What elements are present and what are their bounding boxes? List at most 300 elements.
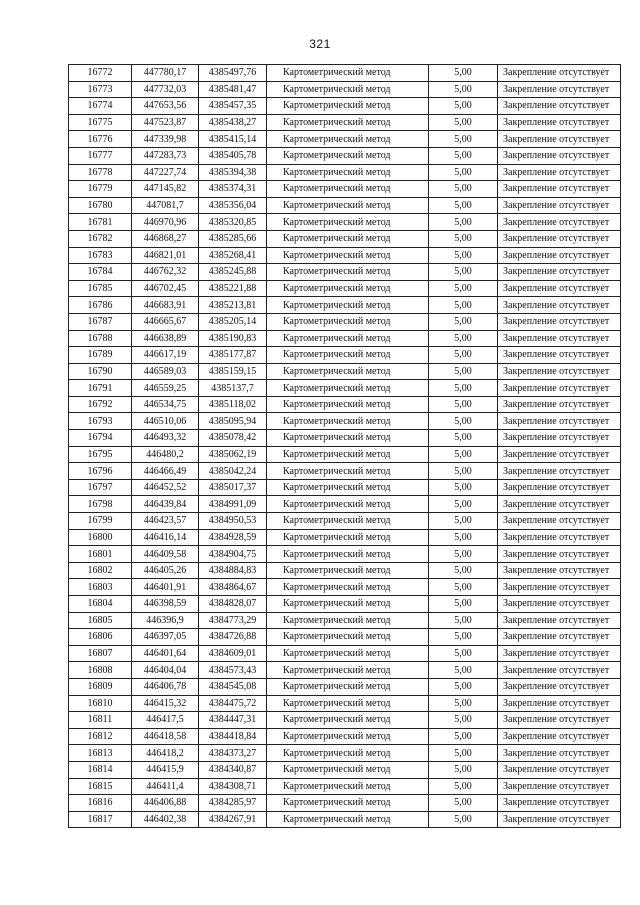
method-cell: Картометрический метод xyxy=(267,529,429,546)
fixing-description-cell: Закрепление отсутствует xyxy=(498,380,621,397)
point-number-cell: 16790 xyxy=(69,363,132,380)
table-row xyxy=(69,562,621,579)
point-number-cell: 16816 xyxy=(69,795,132,812)
method-cell: Картометрический метод xyxy=(267,712,429,729)
fixing-description-cell: Закрепление отсутствует xyxy=(498,745,621,762)
table-row xyxy=(69,114,621,131)
method-cell: Картометрический метод xyxy=(267,396,429,413)
x-coordinate-cell: 446439,84 xyxy=(132,496,199,513)
accuracy-cell: 5,00 xyxy=(429,363,498,380)
point-number-cell: 16810 xyxy=(69,695,132,712)
point-number-cell: 16785 xyxy=(69,280,132,297)
y-coordinate-cell: 4384373,27 xyxy=(199,745,267,762)
accuracy-cell: 5,00 xyxy=(429,745,498,762)
y-coordinate-cell: 4384726,88 xyxy=(199,629,267,646)
method-cell: Картометрический метод xyxy=(267,247,429,264)
table-row xyxy=(69,197,621,214)
table-row xyxy=(69,396,621,413)
point-number-cell: 16789 xyxy=(69,347,132,364)
accuracy-cell: 5,00 xyxy=(429,264,498,281)
y-coordinate-cell: 4385205,14 xyxy=(199,313,267,330)
accuracy-cell: 5,00 xyxy=(429,214,498,231)
fixing-description-cell: Закрепление отсутствует xyxy=(498,761,621,778)
method-cell: Картометрический метод xyxy=(267,430,429,447)
point-number-cell: 16778 xyxy=(69,164,132,181)
accuracy-cell: 5,00 xyxy=(429,513,498,530)
table-row xyxy=(69,728,621,745)
fixing-description-cell: Закрепление отсутствует xyxy=(498,546,621,563)
x-coordinate-cell: 446466,49 xyxy=(132,463,199,480)
accuracy-cell: 5,00 xyxy=(429,114,498,131)
accuracy-cell: 5,00 xyxy=(429,579,498,596)
table-row xyxy=(69,678,621,695)
y-coordinate-cell: 4385177,87 xyxy=(199,347,267,364)
fixing-description-cell: Закрепление отсутствует xyxy=(498,147,621,164)
fixing-description-cell: Закрепление отсутствует xyxy=(498,479,621,496)
y-coordinate-cell: 4385356,04 xyxy=(199,197,267,214)
y-coordinate-cell: 4384991,09 xyxy=(199,496,267,513)
fixing-description-cell: Закрепление отсутствует xyxy=(498,662,621,679)
fixing-description-cell: Закрепление отсутствует xyxy=(498,629,621,646)
method-cell: Картометрический метод xyxy=(267,280,429,297)
point-number-cell: 16809 xyxy=(69,678,132,695)
fixing-description-cell: Закрепление отсутствует xyxy=(498,795,621,812)
y-coordinate-cell: 4384267,91 xyxy=(199,811,267,828)
point-number-cell: 16797 xyxy=(69,479,132,496)
method-cell: Картометрический метод xyxy=(267,778,429,795)
method-cell: Картометрический метод xyxy=(267,446,429,463)
point-number-cell: 16800 xyxy=(69,529,132,546)
accuracy-cell: 5,00 xyxy=(429,347,498,364)
table-row xyxy=(69,313,621,330)
fixing-description-cell: Закрепление отсутствует xyxy=(498,230,621,247)
method-cell: Картометрический метод xyxy=(267,695,429,712)
y-coordinate-cell: 4384545,08 xyxy=(199,678,267,695)
point-number-cell: 16798 xyxy=(69,496,132,513)
point-number-cell: 16782 xyxy=(69,230,132,247)
fixing-description-cell: Закрепление отсутствует xyxy=(498,313,621,330)
table-row xyxy=(69,264,621,281)
accuracy-cell: 5,00 xyxy=(429,629,498,646)
accuracy-cell: 5,00 xyxy=(429,330,498,347)
y-coordinate-cell: 4384308,71 xyxy=(199,778,267,795)
accuracy-cell: 5,00 xyxy=(429,280,498,297)
x-coordinate-cell: 446396,9 xyxy=(132,612,199,629)
fixing-description-cell: Закрепление отсутствует xyxy=(498,695,621,712)
y-coordinate-cell: 4385159,15 xyxy=(199,363,267,380)
point-number-cell: 16795 xyxy=(69,446,132,463)
accuracy-cell: 5,00 xyxy=(429,695,498,712)
point-number-cell: 16779 xyxy=(69,181,132,198)
point-number-cell: 16774 xyxy=(69,98,132,115)
y-coordinate-cell: 4385078,42 xyxy=(199,430,267,447)
x-coordinate-cell: 446418,2 xyxy=(132,745,199,762)
x-coordinate-cell: 446970,96 xyxy=(132,214,199,231)
method-cell: Картометрический метод xyxy=(267,114,429,131)
fixing-description-cell: Закрепление отсутствует xyxy=(498,413,621,430)
table-row xyxy=(69,745,621,762)
table-row xyxy=(69,247,621,264)
x-coordinate-cell: 446402,38 xyxy=(132,811,199,828)
table-row xyxy=(69,579,621,596)
accuracy-cell: 5,00 xyxy=(429,496,498,513)
table-row xyxy=(69,413,621,430)
x-coordinate-cell: 446868,27 xyxy=(132,230,199,247)
accuracy-cell: 5,00 xyxy=(429,147,498,164)
y-coordinate-cell: 4385062,19 xyxy=(199,446,267,463)
x-coordinate-cell: 446493,32 xyxy=(132,430,199,447)
table-row xyxy=(69,230,621,247)
table-row xyxy=(69,645,621,662)
point-number-cell: 16792 xyxy=(69,396,132,413)
x-coordinate-cell: 447523,87 xyxy=(132,114,199,131)
accuracy-cell: 5,00 xyxy=(429,463,498,480)
point-number-cell: 16801 xyxy=(69,546,132,563)
y-coordinate-cell: 4384884,83 xyxy=(199,562,267,579)
accuracy-cell: 5,00 xyxy=(429,446,498,463)
fixing-description-cell: Закрепление отсутствует xyxy=(498,164,621,181)
point-number-cell: 16812 xyxy=(69,728,132,745)
point-number-cell: 16815 xyxy=(69,778,132,795)
table-row xyxy=(69,529,621,546)
accuracy-cell: 5,00 xyxy=(429,131,498,148)
method-cell: Картометрический метод xyxy=(267,662,429,679)
table-row xyxy=(69,280,621,297)
point-number-cell: 16806 xyxy=(69,629,132,646)
fixing-description-cell: Закрепление отсутствует xyxy=(498,728,621,745)
table-row xyxy=(69,596,621,613)
method-cell: Картометрический метод xyxy=(267,795,429,812)
table-row xyxy=(69,446,621,463)
accuracy-cell: 5,00 xyxy=(429,297,498,314)
accuracy-cell: 5,00 xyxy=(429,662,498,679)
table-row xyxy=(69,147,621,164)
accuracy-cell: 5,00 xyxy=(429,795,498,812)
point-number-cell: 16787 xyxy=(69,313,132,330)
fixing-description-cell: Закрепление отсутствует xyxy=(498,297,621,314)
y-coordinate-cell: 4385438,27 xyxy=(199,114,267,131)
table-row xyxy=(69,662,621,679)
y-coordinate-cell: 4385137,7 xyxy=(199,380,267,397)
point-number-cell: 16802 xyxy=(69,562,132,579)
accuracy-cell: 5,00 xyxy=(429,313,498,330)
x-coordinate-cell: 446406,78 xyxy=(132,678,199,695)
point-number-cell: 16791 xyxy=(69,380,132,397)
method-cell: Картометрический метод xyxy=(267,513,429,530)
fixing-description-cell: Закрепление отсутствует xyxy=(498,347,621,364)
point-number-cell: 16786 xyxy=(69,297,132,314)
x-coordinate-cell: 446702,45 xyxy=(132,280,199,297)
method-cell: Картометрический метод xyxy=(267,596,429,613)
accuracy-cell: 5,00 xyxy=(429,430,498,447)
table-row xyxy=(69,363,621,380)
y-coordinate-cell: 4384773,29 xyxy=(199,612,267,629)
x-coordinate-cell: 446762,32 xyxy=(132,264,199,281)
point-number-cell: 16775 xyxy=(69,114,132,131)
y-coordinate-cell: 4385320,85 xyxy=(199,214,267,231)
point-number-cell: 16803 xyxy=(69,579,132,596)
point-number-cell: 16784 xyxy=(69,264,132,281)
accuracy-cell: 5,00 xyxy=(429,479,498,496)
x-coordinate-cell: 446416,14 xyxy=(132,529,199,546)
method-cell: Картометрический метод xyxy=(267,164,429,181)
table-row xyxy=(69,795,621,812)
fixing-description-cell: Закрепление отсутствует xyxy=(498,678,621,695)
accuracy-cell: 5,00 xyxy=(429,197,498,214)
page-number: 321 xyxy=(309,37,331,51)
method-cell: Картометрический метод xyxy=(267,214,429,231)
x-coordinate-cell: 446415,9 xyxy=(132,761,199,778)
y-coordinate-cell: 4385374,31 xyxy=(199,181,267,198)
point-number-cell: 16796 xyxy=(69,463,132,480)
accuracy-cell: 5,00 xyxy=(429,230,498,247)
point-number-cell: 16777 xyxy=(69,147,132,164)
method-cell: Картометрический метод xyxy=(267,562,429,579)
point-number-cell: 16808 xyxy=(69,662,132,679)
fixing-description-cell: Закрепление отсутствует xyxy=(498,330,621,347)
y-coordinate-cell: 4384573,43 xyxy=(199,662,267,679)
accuracy-cell: 5,00 xyxy=(429,546,498,563)
method-cell: Картометрический метод xyxy=(267,264,429,281)
point-number-cell: 16813 xyxy=(69,745,132,762)
accuracy-cell: 5,00 xyxy=(429,529,498,546)
x-coordinate-cell: 446452,52 xyxy=(132,479,199,496)
y-coordinate-cell: 4384828,07 xyxy=(199,596,267,613)
accuracy-cell: 5,00 xyxy=(429,761,498,778)
method-cell: Картометрический метод xyxy=(267,612,429,629)
method-cell: Картометрический метод xyxy=(267,761,429,778)
fixing-description-cell: Закрепление отсутствует xyxy=(498,197,621,214)
x-coordinate-cell: 447780,17 xyxy=(132,65,199,82)
accuracy-cell: 5,00 xyxy=(429,728,498,745)
table-row xyxy=(69,181,621,198)
table-row xyxy=(69,695,621,712)
fixing-description-cell: Закрепление отсутствует xyxy=(498,181,621,198)
method-cell: Картометрический метод xyxy=(267,546,429,563)
method-cell: Картометрический метод xyxy=(267,230,429,247)
point-number-cell: 16817 xyxy=(69,811,132,828)
x-coordinate-cell: 446397,05 xyxy=(132,629,199,646)
fixing-description-cell: Закрепление отсутствует xyxy=(498,612,621,629)
point-number-cell: 16799 xyxy=(69,513,132,530)
table-row xyxy=(69,164,621,181)
y-coordinate-cell: 4384285,97 xyxy=(199,795,267,812)
method-cell: Картометрический метод xyxy=(267,811,429,828)
y-coordinate-cell: 4384928,59 xyxy=(199,529,267,546)
y-coordinate-cell: 4385268,41 xyxy=(199,247,267,264)
point-number-cell: 16805 xyxy=(69,612,132,629)
y-coordinate-cell: 4385405,78 xyxy=(199,147,267,164)
x-coordinate-cell: 446510,06 xyxy=(132,413,199,430)
table-row xyxy=(69,761,621,778)
method-cell: Картометрический метод xyxy=(267,496,429,513)
x-coordinate-cell: 446665,67 xyxy=(132,313,199,330)
fixing-description-cell: Закрепление отсутствует xyxy=(498,247,621,264)
x-coordinate-cell: 446617,19 xyxy=(132,347,199,364)
point-number-cell: 16788 xyxy=(69,330,132,347)
method-cell: Картометрический метод xyxy=(267,629,429,646)
x-coordinate-cell: 447145,82 xyxy=(132,181,199,198)
fixing-description-cell: Закрепление отсутствует xyxy=(498,131,621,148)
table-row xyxy=(69,297,621,314)
table-row xyxy=(69,463,621,480)
method-cell: Картометрический метод xyxy=(267,98,429,115)
fixing-description-cell: Закрепление отсутствует xyxy=(498,446,621,463)
y-coordinate-cell: 4385457,35 xyxy=(199,98,267,115)
x-coordinate-cell: 446398,59 xyxy=(132,596,199,613)
point-number-cell: 16807 xyxy=(69,645,132,662)
table-row xyxy=(69,98,621,115)
method-cell: Картометрический метод xyxy=(267,197,429,214)
method-cell: Картометрический метод xyxy=(267,147,429,164)
table-row xyxy=(69,612,621,629)
fixing-description-cell: Закрепление отсутствует xyxy=(498,264,621,281)
x-coordinate-cell: 446411,4 xyxy=(132,778,199,795)
point-number-cell: 16814 xyxy=(69,761,132,778)
point-number-cell: 16804 xyxy=(69,596,132,613)
fixing-description-cell: Закрепление отсутствует xyxy=(498,396,621,413)
accuracy-cell: 5,00 xyxy=(429,612,498,629)
fixing-description-cell: Закрепление отсутствует xyxy=(498,596,621,613)
method-cell: Картометрический метод xyxy=(267,330,429,347)
accuracy-cell: 5,00 xyxy=(429,164,498,181)
method-cell: Картометрический метод xyxy=(267,579,429,596)
method-cell: Картометрический метод xyxy=(267,678,429,695)
y-coordinate-cell: 4385017,37 xyxy=(199,479,267,496)
accuracy-cell: 5,00 xyxy=(429,778,498,795)
y-coordinate-cell: 4385042,24 xyxy=(199,463,267,480)
x-coordinate-cell: 446401,91 xyxy=(132,579,199,596)
accuracy-cell: 5,00 xyxy=(429,380,498,397)
accuracy-cell: 5,00 xyxy=(429,247,498,264)
method-cell: Картометрический метод xyxy=(267,479,429,496)
x-coordinate-cell: 446406,88 xyxy=(132,795,199,812)
point-number-cell: 16794 xyxy=(69,430,132,447)
fixing-description-cell: Закрепление отсутствует xyxy=(498,811,621,828)
point-number-cell: 16781 xyxy=(69,214,132,231)
x-coordinate-cell: 446405,26 xyxy=(132,562,199,579)
method-cell: Картометрический метод xyxy=(267,313,429,330)
x-coordinate-cell: 447339,98 xyxy=(132,131,199,148)
coordinates-table-body xyxy=(69,65,621,828)
x-coordinate-cell: 446638,89 xyxy=(132,330,199,347)
x-coordinate-cell: 446417,5 xyxy=(132,712,199,729)
fixing-description-cell: Закрепление отсутствует xyxy=(498,562,621,579)
y-coordinate-cell: 4385118,02 xyxy=(199,396,267,413)
fixing-description-cell: Закрепление отсутствует xyxy=(498,529,621,546)
table-row xyxy=(69,131,621,148)
fixing-description-cell: Закрепление отсутствует xyxy=(498,114,621,131)
accuracy-cell: 5,00 xyxy=(429,413,498,430)
y-coordinate-cell: 4384864,67 xyxy=(199,579,267,596)
x-coordinate-cell: 446415,32 xyxy=(132,695,199,712)
x-coordinate-cell: 446821,01 xyxy=(132,247,199,264)
method-cell: Картометрический метод xyxy=(267,181,429,198)
point-number-cell: 16780 xyxy=(69,197,132,214)
fixing-description-cell: Закрепление отсутствует xyxy=(498,280,621,297)
y-coordinate-cell: 4385245,88 xyxy=(199,264,267,281)
y-coordinate-cell: 4384447,31 xyxy=(199,712,267,729)
y-coordinate-cell: 4385221,88 xyxy=(199,280,267,297)
accuracy-cell: 5,00 xyxy=(429,596,498,613)
fixing-description-cell: Закрепление отсутствует xyxy=(498,65,621,82)
x-coordinate-cell: 446683,91 xyxy=(132,297,199,314)
x-coordinate-cell: 446589,03 xyxy=(132,363,199,380)
table-row xyxy=(69,347,621,364)
method-cell: Картометрический метод xyxy=(267,297,429,314)
y-coordinate-cell: 4385095,94 xyxy=(199,413,267,430)
x-coordinate-cell: 446534,75 xyxy=(132,396,199,413)
coordinates-table xyxy=(68,64,621,828)
table-row xyxy=(69,214,621,231)
accuracy-cell: 5,00 xyxy=(429,645,498,662)
fixing-description-cell: Закрепление отсутствует xyxy=(498,98,621,115)
table-row xyxy=(69,712,621,729)
accuracy-cell: 5,00 xyxy=(429,678,498,695)
accuracy-cell: 5,00 xyxy=(429,181,498,198)
method-cell: Картометрический метод xyxy=(267,363,429,380)
method-cell: Картометрический метод xyxy=(267,645,429,662)
y-coordinate-cell: 4385415,14 xyxy=(199,131,267,148)
fixing-description-cell: Закрепление отсутствует xyxy=(498,81,621,98)
fixing-description-cell: Закрепление отсутствует xyxy=(498,645,621,662)
y-coordinate-cell: 4384340,87 xyxy=(199,761,267,778)
fixing-description-cell: Закрепление отсутствует xyxy=(498,712,621,729)
accuracy-cell: 5,00 xyxy=(429,98,498,115)
y-coordinate-cell: 4384418,84 xyxy=(199,728,267,745)
table-row xyxy=(69,546,621,563)
point-number-cell: 16776 xyxy=(69,131,132,148)
accuracy-cell: 5,00 xyxy=(429,65,498,82)
method-cell: Картометрический метод xyxy=(267,65,429,82)
table-row xyxy=(69,81,621,98)
point-number-cell: 16783 xyxy=(69,247,132,264)
method-cell: Картометрический метод xyxy=(267,81,429,98)
point-number-cell: 16793 xyxy=(69,413,132,430)
table-row xyxy=(69,811,621,828)
x-coordinate-cell: 446404,04 xyxy=(132,662,199,679)
x-coordinate-cell: 446418,58 xyxy=(132,728,199,745)
table-row xyxy=(69,380,621,397)
table-row xyxy=(69,778,621,795)
table-row xyxy=(69,65,621,82)
y-coordinate-cell: 4385190,83 xyxy=(199,330,267,347)
fixing-description-cell: Закрепление отсутствует xyxy=(498,579,621,596)
x-coordinate-cell: 446480,2 xyxy=(132,446,199,463)
accuracy-cell: 5,00 xyxy=(429,712,498,729)
accuracy-cell: 5,00 xyxy=(429,811,498,828)
point-number-cell: 16773 xyxy=(69,81,132,98)
method-cell: Картометрический метод xyxy=(267,745,429,762)
fixing-description-cell: Закрепление отсутствует xyxy=(498,463,621,480)
accuracy-cell: 5,00 xyxy=(429,562,498,579)
y-coordinate-cell: 4384950,53 xyxy=(199,513,267,530)
table-row xyxy=(69,513,621,530)
y-coordinate-cell: 4385394,38 xyxy=(199,164,267,181)
x-coordinate-cell: 447732,03 xyxy=(132,81,199,98)
y-coordinate-cell: 4385285,66 xyxy=(199,230,267,247)
y-coordinate-cell: 4385213,81 xyxy=(199,297,267,314)
y-coordinate-cell: 4384475,72 xyxy=(199,695,267,712)
table-row xyxy=(69,496,621,513)
x-coordinate-cell: 446401,64 xyxy=(132,645,199,662)
fixing-description-cell: Закрепление отсутствует xyxy=(498,430,621,447)
point-number-cell: 16772 xyxy=(69,65,132,82)
fixing-description-cell: Закрепление отсутствует xyxy=(498,214,621,231)
method-cell: Картометрический метод xyxy=(267,380,429,397)
method-cell: Картометрический метод xyxy=(267,463,429,480)
y-coordinate-cell: 4384904,75 xyxy=(199,546,267,563)
